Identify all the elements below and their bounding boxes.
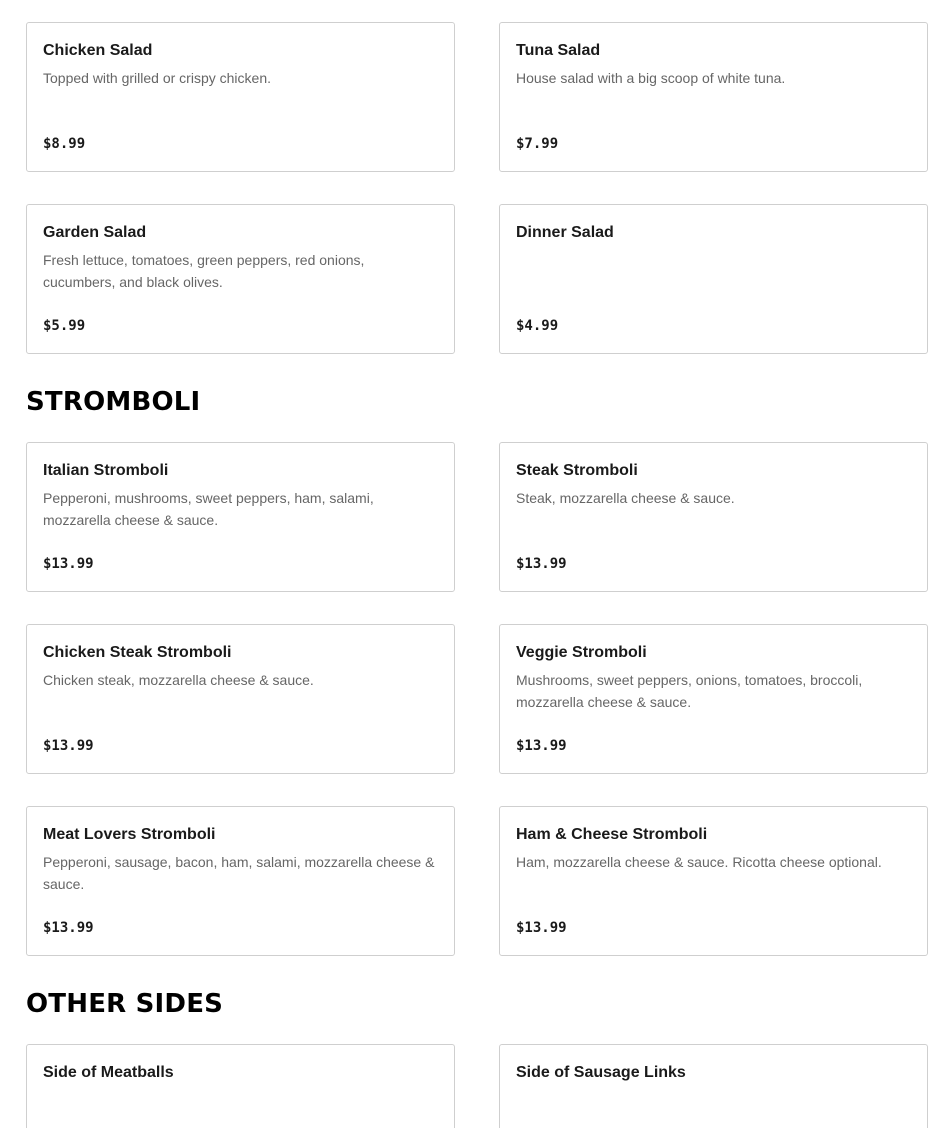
- menu-item-name: Veggie Stromboli: [516, 644, 647, 661]
- menu-item-name: Chicken Salad: [43, 42, 153, 59]
- menu-item-name: Tuna Salad: [516, 42, 601, 59]
- menu-item-card[interactable]: [26, 624, 455, 774]
- menu-item-description: House salad with a big scoop of white tuna.: [516, 70, 786, 86]
- menu-item-card[interactable]: [26, 204, 455, 354]
- menu-item-card[interactable]: [499, 22, 928, 172]
- section-title-other-sides: OTHER SIDES: [26, 989, 224, 1019]
- menu-item-name: Meat Lovers Stromboli: [43, 826, 216, 843]
- menu-item-card[interactable]: [26, 806, 455, 956]
- menu-item-card[interactable]: [499, 806, 928, 956]
- menu-item-price: $13.99: [516, 556, 567, 572]
- menu-item-price: $8.99: [43, 136, 86, 152]
- menu-item-description: Steak, mozzarella cheese & sauce.: [516, 490, 735, 506]
- menu-item-card[interactable]: [499, 204, 928, 354]
- menu-item-name: Garden Salad: [43, 224, 147, 241]
- menu-item-card[interactable]: [26, 1044, 455, 1128]
- menu-item-name: Side of Meatballs: [43, 1064, 174, 1081]
- menu-item-name: Steak Stromboli: [516, 462, 638, 479]
- menu-item-price: $5.99: [43, 318, 86, 334]
- menu-item-price: $13.99: [516, 920, 567, 936]
- section-title-stromboli: STROMBOLI: [26, 387, 201, 417]
- menu-item-price: $13.99: [43, 556, 94, 572]
- menu-item-price: $4.99: [516, 318, 559, 334]
- menu-item-card[interactable]: [499, 1044, 928, 1128]
- menu-item-description: Chicken steak, mozzarella cheese & sauce.: [43, 672, 314, 688]
- menu-item-card[interactable]: [26, 22, 455, 172]
- menu-item-description: Pepperoni, sausage, bacon, ham, salami, mozzarella cheese & sauce.: [43, 854, 435, 892]
- menu-item-description: Mushrooms, sweet peppers, onions, tomatoes, broccoli, mozzarella cheese & sauce.: [516, 672, 863, 710]
- menu-item-name: Italian Stromboli: [43, 462, 169, 479]
- menu-item-description: Fresh lettuce, tomatoes, green peppers, red onions, cucumbers, and black olives.: [43, 252, 365, 290]
- menu-item-name: Dinner Salad: [516, 224, 614, 241]
- menu-item-price: $13.99: [43, 738, 94, 754]
- menu-item-description: Ham, mozzarella cheese & sauce. Ricotta cheese optional.: [516, 854, 882, 870]
- menu-item-price: $13.99: [516, 738, 567, 754]
- menu-item-card[interactable]: [499, 624, 928, 774]
- menu-item-card[interactable]: [26, 442, 455, 592]
- menu-item-name: Chicken Steak Stromboli: [43, 644, 232, 661]
- menu-item-price: $13.99: [43, 920, 94, 936]
- menu-item-name: Side of Sausage Links: [516, 1064, 686, 1081]
- menu-item-description: Topped with grilled or crispy chicken.: [43, 70, 271, 86]
- menu-item-price: $7.99: [516, 136, 559, 152]
- menu-item-description: Pepperoni, mushrooms, sweet peppers, ham, salami, mozzarella cheese & sauce.: [43, 490, 374, 528]
- menu-item-card[interactable]: [499, 442, 928, 592]
- menu-item-name: Ham & Cheese Stromboli: [516, 826, 708, 843]
